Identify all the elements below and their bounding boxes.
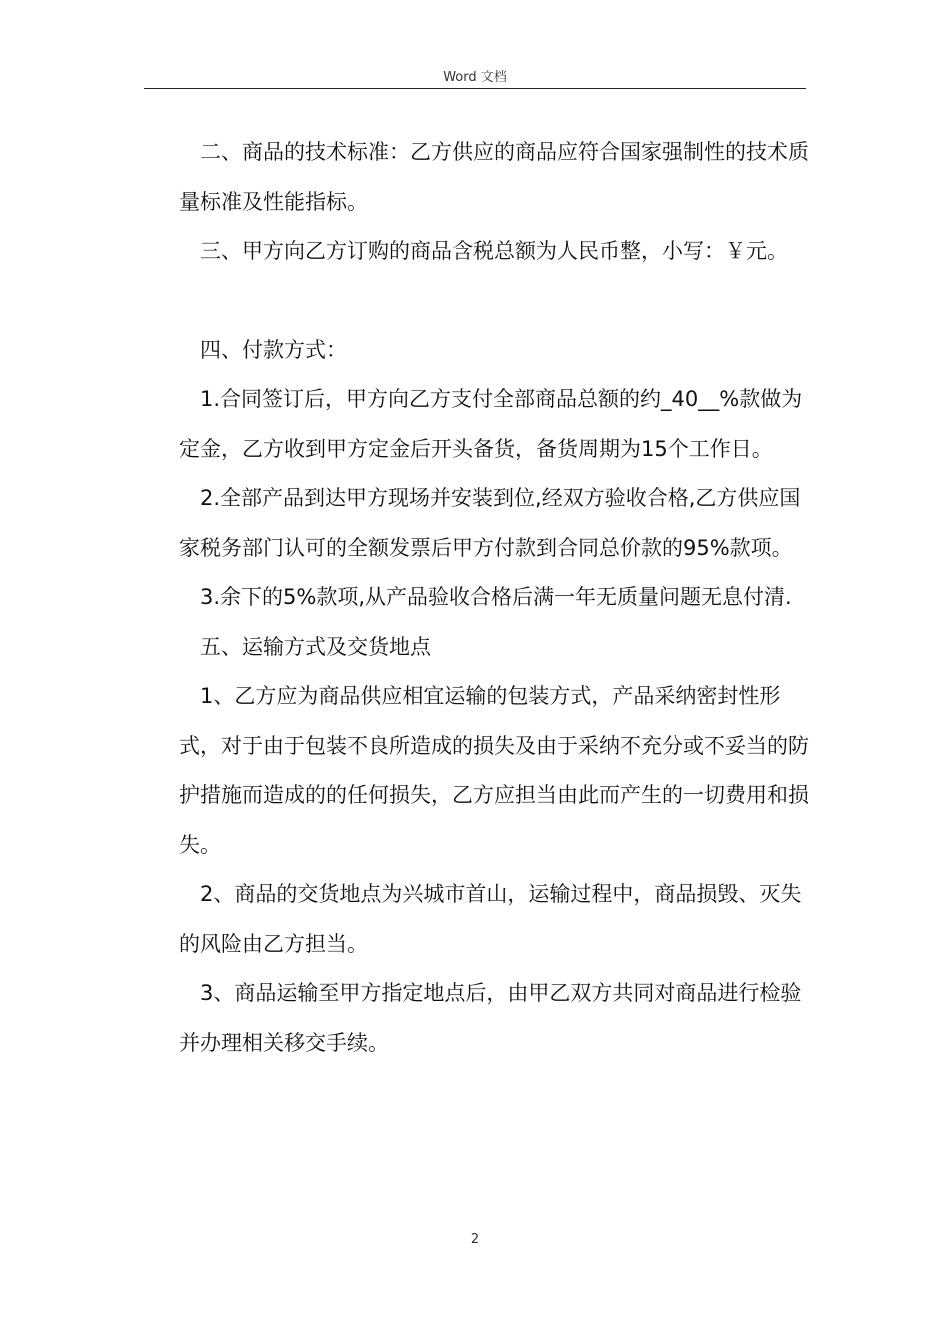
page-header-title: Word 文档 — [443, 70, 507, 85]
header-divider — [144, 88, 806, 89]
paragraph-payment-acceptance: 2.全部产品到达甲方现场并安装到位,经双方验收合格,乙方供应国家税务部门认可的全额发票后甲方付款到合同总价款的95%款项。 — [179, 486, 801, 560]
paragraph-transport-packaging: 1、乙方应为商品供应相宜运输的包装方式，产品采纳密封性形式，对于由于包装不良所造成的损失及由于采纳不充分或不妥当的防护措施而造成的的任何损失，乙方应担当由此而产生的一切费用和损失。 — [179, 684, 809, 857]
blank-line — [179, 277, 809, 326]
document-body — [179, 128, 809, 1068]
paragraph-transport-delivery: 2、商品的交货地点为兴城市首山，运输过程中，商品损毁、灭失的风险由乙方担当。 — [179, 882, 802, 956]
paragraph-technical-standard: 二、商品的技术标准：乙方供应的商品应符合国家强制性的技术质量标准及性能指标。 — [179, 140, 809, 214]
paragraph-payment-heading: 四、付款方式： — [200, 337, 347, 362]
paragraph-total-amount: 三、甲方向乙方订购的商品含税总额为人民币整，小写：￥元。 — [200, 239, 788, 263]
paragraph-transport-heading: 五、运输方式及交货地点 — [200, 634, 431, 659]
page-number: 2 — [470, 1232, 480, 1247]
paragraph-transport-inspection: 3、商品运输至甲方指定地点后，由甲乙双方共同对商品进行检验并办理相关移交手续。 — [179, 981, 802, 1055]
paragraph-payment-remainder: 3.余下的5%款项,从产品验收合格后满一年无质量问题无息付清. — [200, 585, 792, 609]
paragraph-payment-deposit: 1.合同签订后，甲方向乙方支付全部商品总额的约_40__%款做为定金，乙方收到甲方定金后开头备货，备货周期为15个工作日。 — [179, 387, 803, 461]
